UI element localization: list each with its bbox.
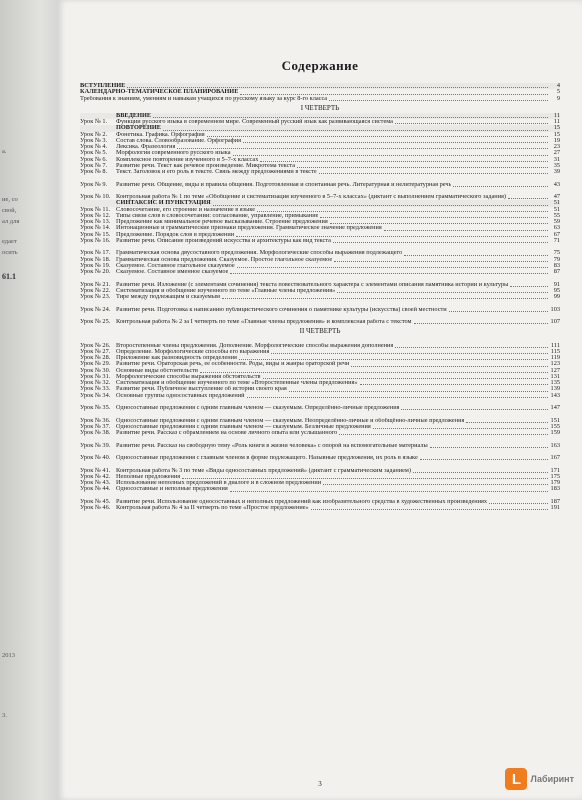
dot-leader bbox=[337, 292, 548, 293]
lesson-title: Односоставные предложения с одним главным членом — сказуемым. Безличные предложения bbox=[116, 423, 371, 430]
lesson-title: Предложение. Порядок слов в предложении bbox=[116, 231, 235, 238]
lesson-number: Урок № 43. bbox=[80, 479, 111, 486]
margin-fragment: 61.1 bbox=[2, 272, 16, 281]
dot-leader bbox=[263, 378, 548, 379]
margin-fragment: 3. bbox=[2, 712, 7, 719]
lesson-title: Грамматическая основа предложения. Сказуемое. Простое глагольное сказуемое bbox=[116, 256, 333, 263]
lesson-number: Урок № 5. bbox=[80, 149, 108, 157]
section-title: ВВЕДЕНИЕ bbox=[116, 112, 152, 119]
lesson-number: Урок № 32. bbox=[80, 379, 111, 386]
section-title: СИНТАКСИС И ПУНКТУАЦИЯ bbox=[116, 200, 211, 207]
dot-leader bbox=[233, 155, 549, 156]
dot-leader bbox=[271, 353, 548, 354]
section-title: ВСТУПЛЕНИЕ bbox=[80, 83, 126, 89]
dot-leader bbox=[329, 100, 548, 101]
dot-leader bbox=[320, 217, 548, 218]
lesson-number: Урок № 45. bbox=[80, 497, 111, 505]
lesson-title: Использование неполных предложений в диалоге и в сложном предложении bbox=[116, 480, 322, 486]
dot-leader bbox=[200, 372, 548, 373]
dot-leader bbox=[230, 273, 548, 274]
lesson-number: Урок № 44. bbox=[80, 485, 111, 493]
lesson-number: Урок № 7. bbox=[80, 161, 108, 169]
lesson-title: Развитие речи. Описание произведений искусства и архитектуры как вид текста bbox=[116, 237, 331, 244]
page-ref: 31 bbox=[553, 155, 560, 163]
margin-fragment: ие, со bbox=[2, 196, 18, 203]
dot-leader bbox=[207, 136, 548, 137]
dot-leader bbox=[319, 173, 548, 174]
page-ref: 95 bbox=[553, 286, 560, 294]
dot-leader bbox=[401, 409, 548, 410]
page-ref: 143 bbox=[550, 391, 560, 399]
dot-leader bbox=[339, 434, 548, 435]
toc-row bbox=[80, 505, 560, 511]
lesson-number: Урок № 25. bbox=[80, 318, 111, 325]
dot-leader bbox=[127, 87, 548, 88]
dot-leader bbox=[508, 198, 548, 199]
lesson-number: Урок № 15. bbox=[80, 230, 111, 238]
toc-page bbox=[58, 0, 582, 800]
lesson-number: Урок № 22. bbox=[80, 286, 111, 294]
lesson-title: Односоставные предложения с одним главным членом — сказуемым. Неопределённо-личные и обобщённо-личные предложения bbox=[116, 417, 465, 424]
page-ref: 99 bbox=[553, 293, 560, 300]
quarter-heading: II ЧЕТВЕРТЬ bbox=[299, 327, 341, 336]
lesson-title: Грамматическая основа двусоставного предложения. Морфологические способы выражения подлежащего bbox=[116, 250, 403, 257]
page-ref: 123 bbox=[550, 360, 560, 368]
lesson-title: Развитие речи. Общение, виды и правила общения. Подготовленная и спонтанная речь. Литературная и нелитературная речь bbox=[116, 181, 452, 188]
lesson-title: Морфологические способы выражения обстоятельств bbox=[116, 373, 261, 380]
toc-row bbox=[80, 493, 560, 506]
lesson-title: Интонационные и грамматические признаки предложения. Грамматическое значение предложения bbox=[116, 225, 382, 232]
lesson-number: Урок № 2. bbox=[80, 130, 108, 138]
toc-row bbox=[80, 411, 560, 424]
toc-row bbox=[80, 461, 560, 474]
section-title: ПОВТОРЕНИЕ bbox=[116, 125, 161, 132]
page-ref: 55 bbox=[553, 211, 560, 219]
dot-leader bbox=[330, 223, 548, 224]
page-ref: 4 bbox=[556, 82, 560, 89]
table-of-contents bbox=[80, 83, 560, 511]
lesson-number: Урок № 37. bbox=[80, 422, 111, 430]
dot-leader bbox=[311, 509, 548, 510]
page-ref: 43 bbox=[553, 180, 560, 188]
page-ref: 15 bbox=[553, 124, 560, 132]
dot-leader bbox=[453, 186, 548, 187]
toc-row bbox=[80, 188, 560, 201]
lesson-title: Морфология современного русского языка bbox=[116, 150, 231, 157]
lesson-number: Урок № 16. bbox=[80, 236, 111, 244]
lesson-number: Урок № 30. bbox=[80, 366, 111, 374]
page-ref: 175 bbox=[550, 472, 560, 480]
lesson-number: Урок № 17. bbox=[80, 249, 111, 257]
toc-row bbox=[80, 96, 560, 102]
page-ref: 151 bbox=[550, 416, 560, 424]
toc-row bbox=[80, 399, 560, 412]
page-ref: 91 bbox=[553, 280, 560, 288]
lesson-title: Определение. Морфологические способы его выражения bbox=[116, 348, 270, 355]
lesson-number: Урок № 20. bbox=[80, 268, 111, 275]
page-ref: 187 bbox=[550, 497, 560, 505]
dot-leader bbox=[260, 161, 548, 162]
lesson-title: Развитие речи. Рассказ на свободную тему «Роль книги в жизни человека» с опорой на вспомогательные материалы bbox=[116, 442, 428, 449]
dot-leader bbox=[222, 298, 548, 299]
lesson-title: Основные группы односоставных предложений bbox=[116, 392, 245, 399]
dot-leader bbox=[213, 205, 548, 206]
lesson-number: Урок № 6. bbox=[80, 155, 108, 163]
page-ref: 39 bbox=[553, 168, 560, 175]
dot-leader bbox=[395, 123, 548, 124]
toc-row bbox=[80, 244, 560, 257]
dot-leader bbox=[177, 148, 548, 149]
quarter-heading: I ЧЕТВЕРТЬ bbox=[300, 103, 340, 112]
page-ref: 131 bbox=[550, 372, 560, 380]
page-ref: 9 bbox=[556, 94, 560, 102]
page-ref: 171 bbox=[550, 466, 560, 474]
dot-leader bbox=[334, 261, 548, 262]
dot-leader bbox=[404, 255, 548, 256]
lesson-title: Неполные предложения bbox=[116, 473, 181, 480]
page-ref: 11 bbox=[553, 111, 560, 119]
lesson-number: Урок № 19. bbox=[80, 261, 111, 269]
page-ref: 51 bbox=[553, 199, 560, 207]
lesson-title: Второстепенные члены предложения. Дополнение. Морфологические способы выражения дополнения bbox=[116, 342, 394, 349]
page-ref: 23 bbox=[553, 143, 560, 150]
page-ref: 15 bbox=[553, 130, 560, 138]
lesson-title: Односоставные и неполные предложения bbox=[116, 486, 228, 493]
lesson-number: Урок № 26. bbox=[80, 341, 111, 349]
lesson-number: Урок № 18. bbox=[80, 255, 111, 263]
dot-leader bbox=[297, 167, 548, 168]
lesson-title: Функции русского языка в современном мире. Современный русский язык как развивающаяся система bbox=[116, 119, 393, 125]
page-title: Содержание bbox=[281, 58, 359, 73]
lesson-number: Урок № 11. bbox=[80, 205, 111, 213]
page-ref: 115 bbox=[550, 347, 560, 355]
lesson-title: Лексика. Фразеология bbox=[116, 144, 176, 150]
dot-leader bbox=[351, 366, 548, 367]
margin-fragment: осить bbox=[2, 249, 18, 256]
lesson-number: Урок № 34. bbox=[80, 391, 111, 399]
lesson-title: Развитие речи. Ораторская речь, ее особенности. Роды, виды и жанры ораторской речи bbox=[116, 361, 350, 368]
lesson-number: Урок № 29. bbox=[80, 360, 111, 368]
page-ref: 63 bbox=[553, 224, 560, 232]
lesson-number: Урок № 40. bbox=[80, 454, 111, 461]
page-ref: 139 bbox=[550, 385, 560, 393]
dot-leader bbox=[510, 286, 548, 287]
toc-row bbox=[80, 449, 560, 462]
lesson-title: Развитие речи. Рассказ с обрамлением на основе личного опыта или услышанного bbox=[116, 430, 338, 436]
toc-row bbox=[80, 313, 560, 326]
page-ref: 67 bbox=[553, 230, 560, 238]
lesson-number: Урок № 28. bbox=[80, 354, 111, 361]
lesson-title: Контрольная работа № 3 по теме «Виды односоставных предложений» (диктант с грамматическим заданием) bbox=[116, 467, 411, 474]
lesson-number: Урок № 24. bbox=[80, 305, 111, 313]
dot-leader bbox=[236, 236, 548, 237]
lesson-title: Фонетика. Графика. Орфография bbox=[116, 131, 205, 138]
labirint-logo-word: Лабиринт bbox=[530, 774, 574, 784]
lesson-number: Урок № 38. bbox=[80, 429, 111, 436]
page-ref: 103 bbox=[550, 305, 560, 313]
lesson-title: Контрольная работа № 4 за II четверть по теме «Простое предложение» bbox=[116, 505, 309, 511]
lesson-title: Комплексное повторение изученного в 5–7-х классах bbox=[116, 156, 259, 163]
page-ref: 127 bbox=[550, 366, 560, 374]
lesson-title: Развитие речи. Публичное выступление об истории своего края bbox=[116, 386, 287, 393]
lesson-number: Урок № 1. bbox=[80, 118, 108, 125]
lesson-number: Урок № 14. bbox=[80, 224, 111, 232]
lesson-title: Контрольная работа № 2 за I четверть по теме «Главные члены предложения» и комплексная работа с текстом bbox=[116, 319, 412, 325]
lesson-number: Урок № 13. bbox=[80, 218, 111, 225]
lesson-title: Тире между подлежащим и сказуемым bbox=[116, 294, 220, 300]
lesson-title: Текст. Заголовок и его роль в тексте. Связь между предложениями в тексте bbox=[116, 169, 317, 175]
dot-leader bbox=[240, 94, 548, 95]
dot-leader bbox=[414, 323, 548, 324]
page-ref: 27 bbox=[553, 149, 560, 157]
dot-leader bbox=[182, 478, 548, 479]
page-number: 3 bbox=[318, 780, 322, 788]
lesson-number: Урок № 9. bbox=[80, 180, 108, 188]
dot-leader bbox=[373, 428, 548, 429]
toc-row bbox=[80, 336, 560, 349]
dot-leader bbox=[237, 267, 548, 268]
page-ref: 135 bbox=[550, 379, 560, 386]
lesson-number: Урок № 4. bbox=[80, 143, 108, 150]
page-ref: 107 bbox=[550, 318, 560, 325]
margin-fragment: ал для bbox=[2, 218, 20, 225]
lesson-number: Урок № 10. bbox=[80, 193, 111, 200]
dot-leader bbox=[230, 491, 548, 492]
lesson-title: Односоставные предложения с главным членом в форме подлежащего. Назывные предложения, их роль в языке bbox=[116, 455, 418, 461]
dot-leader bbox=[247, 397, 548, 398]
lesson-title: Систематизация и обобщение изученного по теме «Главные члены предложения» bbox=[116, 287, 336, 294]
dot-leader bbox=[420, 459, 548, 460]
lesson-number: Урок № 12. bbox=[80, 211, 111, 219]
labirint-logo bbox=[504, 766, 574, 792]
page-ref: 183 bbox=[550, 485, 560, 493]
page-ref: 163 bbox=[550, 441, 560, 449]
toc-row bbox=[80, 275, 560, 288]
lesson-title: Контрольная работа № 1 по теме «Обобщение и систематизация изученного в 5–7-х классах» (диктант с выполнением грамматического задания) bbox=[116, 194, 507, 200]
page-ref: 111 bbox=[551, 341, 560, 349]
lesson-number: Урок № 36. bbox=[80, 416, 111, 424]
lesson-number: Урок № 27. bbox=[80, 347, 111, 355]
previous-page-edge bbox=[0, 0, 58, 800]
lesson-number: Урок № 23. bbox=[80, 293, 111, 300]
page-ref: 71 bbox=[553, 236, 560, 244]
page-ref: 51 bbox=[553, 205, 560, 213]
lesson-title: Основные виды обстоятельств bbox=[116, 367, 198, 374]
page-ref: 179 bbox=[550, 479, 560, 486]
margin-fragment: 2013 bbox=[2, 652, 15, 659]
lesson-number: Урок № 35. bbox=[80, 404, 111, 411]
lesson-title: Односоставные предложения с одним главным членом — сказуемым. Определённо-личные предложения bbox=[116, 405, 400, 411]
dot-leader bbox=[384, 230, 548, 231]
dot-leader bbox=[257, 211, 548, 212]
page-ref: 155 bbox=[550, 422, 560, 430]
page-ref: 87 bbox=[553, 268, 560, 275]
dot-leader bbox=[395, 347, 548, 348]
dot-leader bbox=[413, 472, 548, 473]
lesson-title: Сказуемое. Составное глагольное сказуемое bbox=[116, 262, 235, 269]
dot-leader bbox=[466, 422, 548, 423]
lesson-number: Урок № 8. bbox=[80, 168, 108, 175]
page-ref: 5 bbox=[556, 88, 560, 96]
lesson-number: Урок № 21. bbox=[80, 280, 111, 288]
page-ref: 35 bbox=[553, 161, 560, 169]
dot-leader bbox=[153, 117, 548, 118]
lesson-number: Урок № 33. bbox=[80, 385, 111, 393]
lesson-title: Развитие речи. Текст как речевое произведение. Микротема текста bbox=[116, 162, 295, 169]
labirint-logo-icon: L bbox=[505, 768, 527, 790]
page-ref: 83 bbox=[553, 261, 560, 269]
lesson-title: Требования к знаниям, умениям и навыкам учащихся по русскому языку за курс 8-го класса bbox=[80, 95, 328, 102]
dot-leader bbox=[239, 359, 548, 360]
dot-leader bbox=[333, 242, 548, 243]
margin-fragment: свой, bbox=[2, 207, 17, 214]
margin-fragment: а. bbox=[2, 148, 7, 155]
page-ref: 167 bbox=[550, 454, 560, 461]
margin-fragment: едает bbox=[2, 238, 17, 245]
section-title: КАЛЕНДАРНО-ТЕМАТИЧЕСКОЕ ПЛАНИРОВАНИЕ bbox=[80, 89, 239, 96]
lesson-title: Состав слова. Словообразование. Орфография bbox=[116, 137, 242, 144]
dot-leader bbox=[163, 130, 548, 131]
page-ref: 19 bbox=[553, 136, 560, 144]
page-ref: 59 bbox=[553, 218, 560, 225]
lesson-number: Урок № 39. bbox=[80, 441, 111, 449]
toc-row bbox=[80, 175, 560, 188]
dot-leader bbox=[449, 311, 548, 312]
lesson-title: Предложение как минимальное речевое высказывание. Строение предложения bbox=[116, 219, 328, 225]
lesson-title: Развитие речи. Изложение (с элементами сочинения) текста повествовательного характера с элементами описания памятника истории и культуры bbox=[116, 281, 509, 288]
lesson-number: Урок № 41. bbox=[80, 466, 111, 474]
dot-leader bbox=[430, 447, 548, 448]
lesson-title: Типы связи слов в словосочетании: согласование, управление, примыкание bbox=[116, 212, 319, 219]
dot-leader bbox=[289, 391, 548, 392]
lesson-title: Сказуемое. Составное именное сказуемое bbox=[116, 269, 229, 275]
lesson-number: Урок № 46. bbox=[80, 504, 111, 511]
toc-row bbox=[80, 436, 560, 449]
dot-leader bbox=[243, 142, 548, 143]
page-ref: 147 bbox=[550, 404, 560, 411]
lesson-title: Словосочетание, его строение и назначение в языке bbox=[116, 206, 256, 213]
page-ref: 119 bbox=[550, 354, 560, 361]
lesson-number: Урок № 31. bbox=[80, 372, 111, 380]
lesson-title: Развитие речи. Подготовка к написанию публицистического сочинения о памятнике культуры (искусства) своей местности bbox=[116, 306, 447, 313]
lesson-number: Урок № 42. bbox=[80, 472, 111, 480]
lesson-title: Приложение как разновидность определения bbox=[116, 355, 237, 361]
page-ref: 191 bbox=[550, 504, 560, 511]
dot-leader bbox=[323, 484, 548, 485]
dot-leader bbox=[489, 503, 548, 504]
page-ref: 79 bbox=[553, 255, 560, 263]
toc-row bbox=[80, 300, 560, 313]
lesson-title: Систематизация и обобщение изученного по теме «Второстепенные члены предложения» bbox=[116, 380, 358, 386]
page-ref: 47 bbox=[553, 193, 560, 200]
dot-leader bbox=[360, 384, 548, 385]
lesson-number: Урок № 3. bbox=[80, 136, 108, 144]
lesson-title: Развитие речи. Использование односоставных и неполных предложений как изобразительного средства в художественных произведениях bbox=[116, 498, 488, 505]
page-ref: 75 bbox=[553, 249, 560, 257]
page-ref: 11 bbox=[553, 118, 560, 125]
page-ref: 159 bbox=[550, 429, 560, 436]
